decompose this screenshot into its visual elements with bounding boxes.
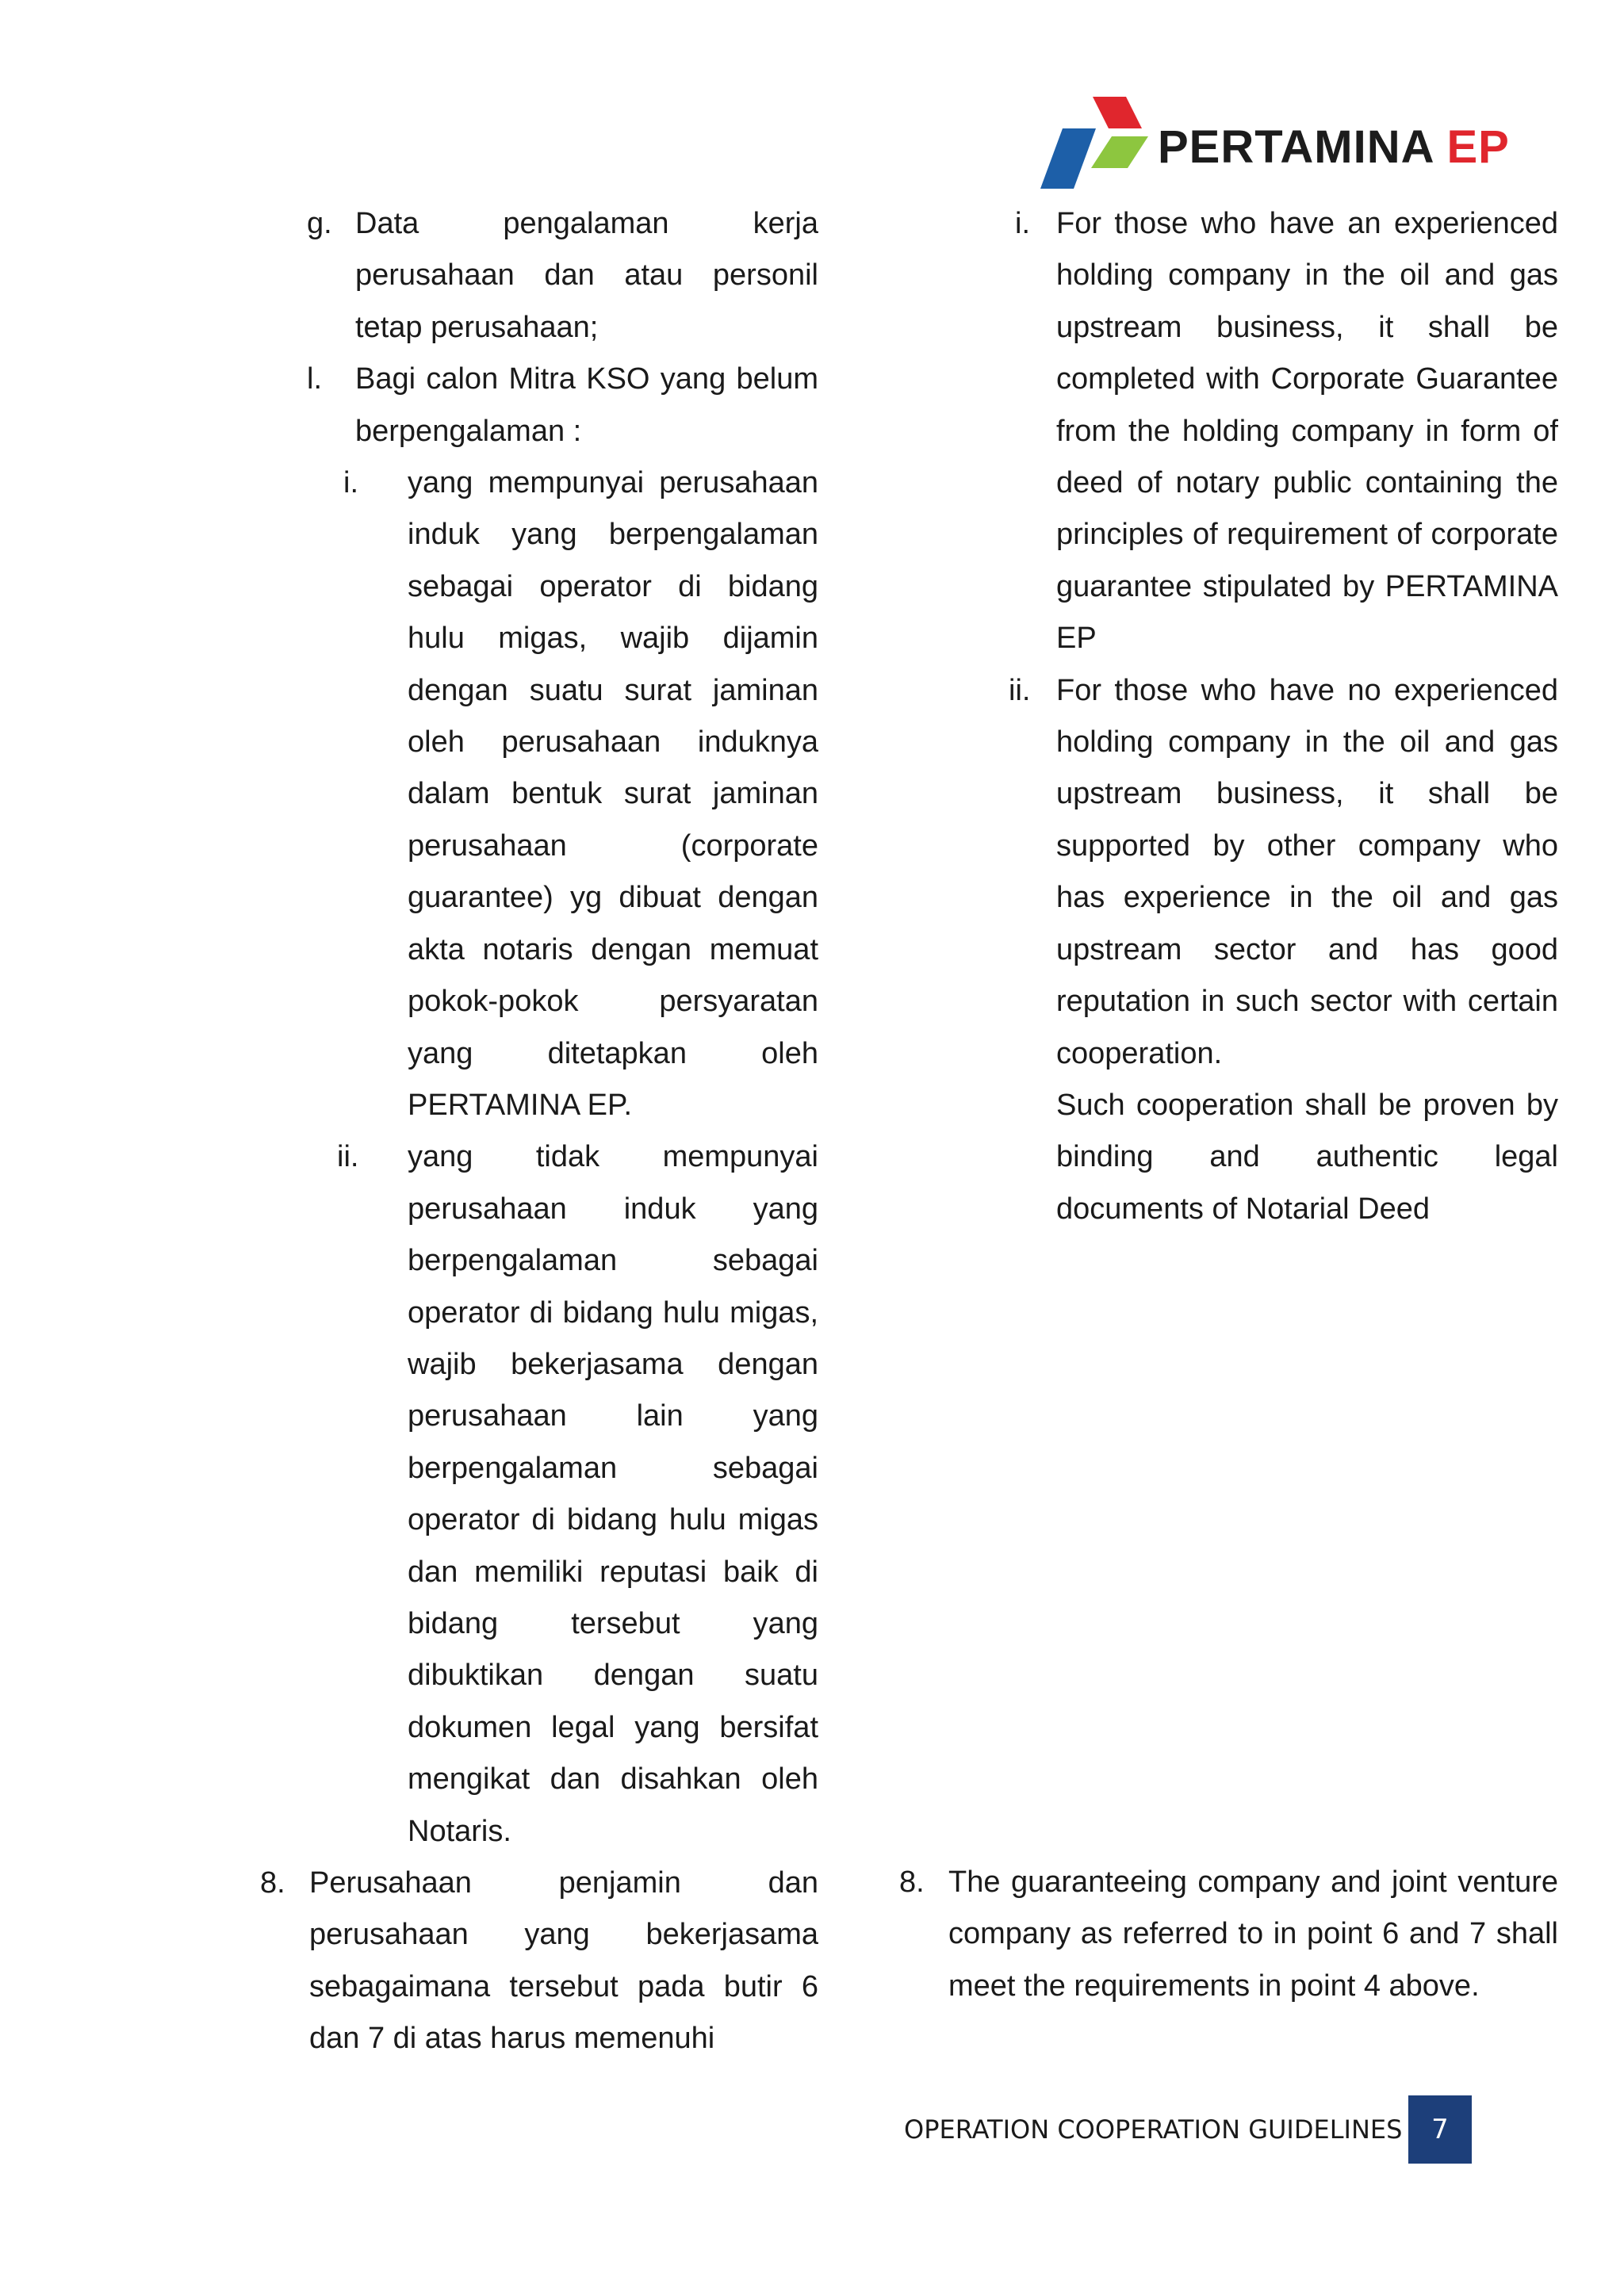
- pertamina-logo-icon: [1039, 97, 1158, 192]
- left-item-g: [307, 198, 818, 354]
- page-number-badge: [1408, 2095, 1472, 2164]
- left-item-l-i: [343, 457, 818, 1131]
- paragraph-text: For those who have no experienced holding company in the oil and gas upstream business, it shall be supported by other company who has experience in the oil and gas upstream sector and has good reputation in such sector with certain cooperation.: [1056, 673, 1558, 1070]
- paragraph-text: Data pengalaman kerja perusahaan dan atau personil tetap perusahaan;: [355, 207, 818, 344]
- list-marker: 8.: [260, 1866, 285, 1900]
- paragraph-text: yang tidak mempunyai perusahaan induk yang berpengalaman sebagai operator di bidang hulu migas, wajib bekerjasama dengan perusahaan lain yang berpengalaman sebagai operator di bidang hulu migas dan memiliki reputasi baik di bidang tersebut yang dibuktikan dengan suatu dokumen legal yang bersifat mengikat dan disahkan oleh Notaris.: [408, 1140, 818, 1848]
- list-marker: g.: [307, 207, 332, 240]
- left-item-l-ii: [337, 1131, 818, 1858]
- page-number: 7: [1431, 2114, 1449, 2145]
- left-item-l: [307, 354, 818, 457]
- list-marker: l.: [307, 362, 322, 396]
- paragraph-text: Perusahaan penjamin dan perusahaan yang bekerjasama sebagaimana tersebut pada butir 6 dan 7 di atas harus memenuhi: [309, 1866, 818, 2056]
- left-item-8: [260, 1858, 818, 2065]
- logo-wordmark: PERTAMINA EP: [1158, 121, 1510, 173]
- right-item-i: [1015, 198, 1558, 665]
- paragraph-text-continued: Such cooperation shall be proven by binding and authentic legal documents of Notarial Deed: [1056, 1088, 1558, 1226]
- list-marker: i.: [343, 466, 358, 500]
- left-column-indonesian: [0, 198, 825, 2065]
- right-column-english: [872, 198, 1558, 2003]
- paragraph-text: The guaranteeing company and joint venture company as referred to in point 6 and 7 shall meet the requirements in point 4 above.: [948, 1866, 1558, 2003]
- paragraph-text: yang mempunyai perusahaan induk yang berpengalaman sebagai operator di bidang hulu migas, wajib dijamin dengan suatu surat jaminan oleh perusahaan induknya dalam bentuk surat jaminan perusahaan (corporate guarantee) yg dibuat dengan akta notaris dengan memuat pokok-pokok persyaratan yang ditetapkan oleh PERTAMINA EP.: [408, 466, 818, 1122]
- list-marker: ii.: [337, 1140, 359, 1174]
- right-item-ii: [1009, 665, 1558, 1235]
- paragraph-text: Bagi calon Mitra KSO yang belum berpengalaman :: [355, 362, 818, 448]
- list-marker: ii.: [1009, 673, 1031, 707]
- paragraph-text: For those who have an experienced holding company in the oil and gas upstream business, it shall be completed with Corporate Guarantee from the holding company in form of deed of notary public containing the principles of requirement of corporate guarantee stipulated by PERTAMINA EP: [1056, 207, 1558, 656]
- right-item-8: [899, 1857, 1558, 2012]
- list-marker: 8.: [899, 1866, 925, 1899]
- list-marker: i.: [1015, 207, 1030, 240]
- company-logo: [1039, 97, 1510, 192]
- footer-title: OPERATION COOPERATION GUIDELINES: [904, 2114, 1403, 2145]
